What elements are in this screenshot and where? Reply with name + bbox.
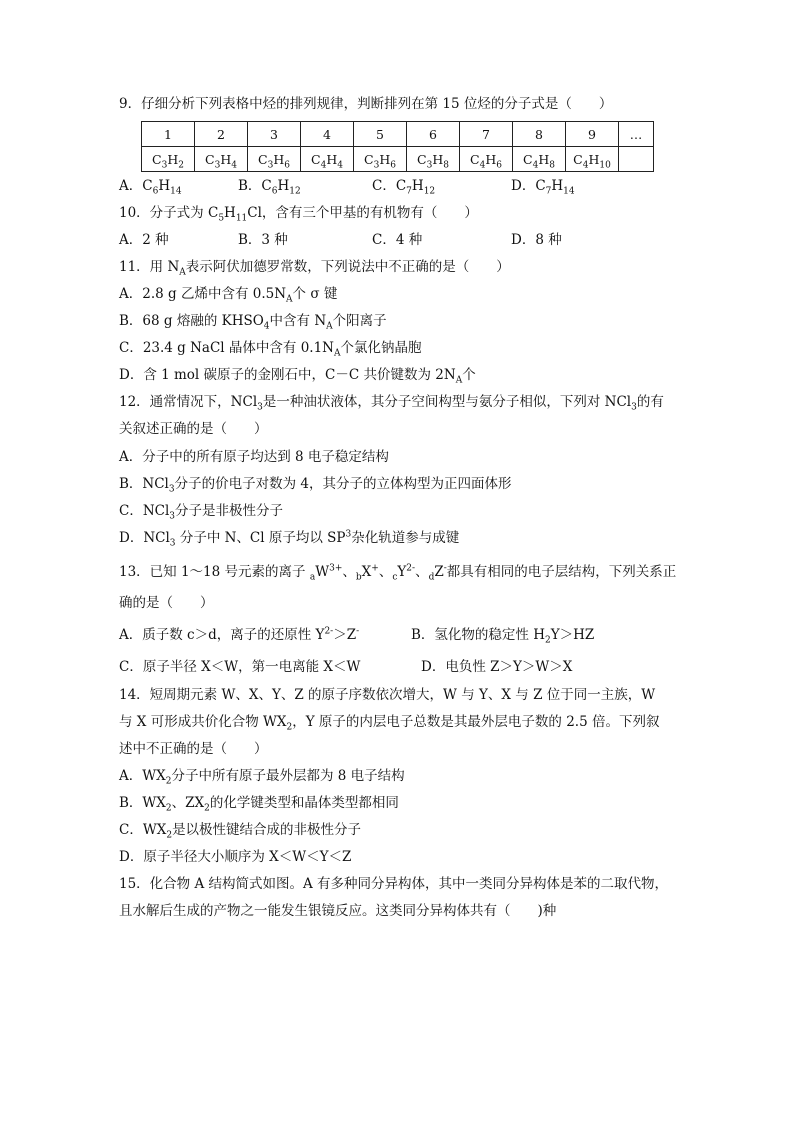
q9-option-b: B．$C_6H_{12}$ — [238, 178, 301, 197]
formula-cell: $C_4H_8$ — [513, 147, 566, 172]
formula-cell: $C_4H_6$ — [460, 147, 513, 172]
table-cell: 6 — [407, 122, 460, 147]
q15-stem-line1: 15．化合物 A 结构简式如图。A 有多种同分异构体，其中一类同分异构体是苯的二取代物， — [119, 876, 669, 892]
formula-cell: $C_3H_4$ — [195, 147, 248, 172]
table-cell: … — [619, 122, 654, 147]
table-cell: 7 — [460, 122, 513, 147]
q15-stem-line2: 且水解后生成的产物之一能发生银镜反应。这类同分异构体共有（ )种 — [119, 903, 557, 919]
q13-option-b: B．氢化物的稳定性 $H_2Y>HZ$ — [411, 627, 595, 646]
formula-cell: $C_3H_2$ — [142, 147, 195, 172]
q12-option-a: A．分子中的所有原子均达到 8 电子稳定结构 — [119, 449, 389, 465]
table-cell: 9 — [566, 122, 619, 147]
table-cell: 8 — [513, 122, 566, 147]
q12-stem-line2: 关叙述正确的是（ ） — [119, 421, 268, 437]
formula-cell: $C_3H_6$ — [354, 147, 407, 172]
q10-option-c: C．4 种 — [372, 232, 423, 248]
q9-option-a: A．$C_6H_{14}$ — [119, 178, 182, 197]
q10-option-b: B．3 种 — [238, 232, 288, 248]
q10-option-d: D．8 种 — [511, 232, 562, 248]
hydrocarbon-sequence-table — [141, 121, 654, 172]
q9-stem: 9．仔细分析下列表格中烃的排列规律，判断排列在第 15 位烃的分子式是（ ） — [119, 96, 613, 112]
formula-cell — [619, 147, 654, 172]
q14-option-b: B．$WX_2$、$ZX_2$的化学键类型和晶体类型都相同 — [119, 795, 399, 814]
q13-stem-line1: 13．已知 1～18 号元素的离子 $_aW^{3+}$、$_b$X+、$_cY^{2-}$、$_d$Z-都具有相同的电子层结构，下列关系正 — [119, 563, 677, 583]
q12-option-d: D．NCl$_3$ 分子中 N、Cl 原子均以 $SP^3$杂化轨道参与成键 — [119, 529, 460, 549]
q9-option-d: D．$C_7H_{14}$ — [511, 178, 575, 197]
formula-cell: $C_4H_4$ — [301, 147, 354, 172]
q12-option-c: C．NCl$_3$分子是非极性分子 — [119, 503, 284, 522]
q9-option-c: C．$C_7H_{12}$ — [372, 178, 436, 197]
q10-option-a: A．2 种 — [119, 232, 169, 248]
q11-stem: 11．用 $N_A$表示阿伏加德罗常数，下列说法中不正确的是（ ） — [119, 259, 510, 278]
formula-cell: $C_4H_{10}$ — [566, 147, 619, 172]
q10-stem: 10．分子式为 $C_5H_{11}Cl$，含有三个甲基的有机物有（ ） — [119, 205, 478, 224]
table-cell: 2 — [195, 122, 248, 147]
q14-option-c: C．$WX_2$是以极性键结合成的非极性分子 — [119, 822, 362, 841]
q13-option-c: C．原子半径 X＜W，第一电离能 X＜W — [119, 659, 361, 675]
table-cell: 4 — [301, 122, 354, 147]
q13-option-a: A．质子数 c＞d，离子的还原性 $Y^{2-}>Z^-$ — [119, 626, 360, 643]
q11-option-c: C．23.4 g NaCl 晶体中含有 $0.1N_A$个氯化钠晶胞 — [119, 340, 422, 359]
q13-option-d: D．电负性 Z＞Y＞W＞X — [421, 659, 573, 675]
q12-stem-line1: 12．通常情况下，NCl$_3$是一种油状液体，其分子空间构型与氨分子相似，下列对 NCl$_3$的有 — [119, 394, 664, 413]
formula-cell: $C_3H_8$ — [407, 147, 460, 172]
table-cell: 3 — [248, 122, 301, 147]
formula-cell: $C_3H_6$ — [248, 147, 301, 172]
table-cell: 1 — [142, 122, 195, 147]
q14-option-d: D．原子半径大小顺序为 X＜W＜Y＜Z — [119, 849, 352, 865]
table-row-numbers — [142, 122, 654, 147]
q11-option-a: A．2.8 g 乙烯中含有 $0.5N_A$个 σ 键 — [119, 286, 338, 305]
table-row-formulas — [142, 147, 654, 172]
q14-option-a: A．$WX_2$分子中所有原子最外层都为 8 电子结构 — [119, 768, 405, 787]
q14-stem-line2: 与 X 可形成共价化合物 $WX_2$，Y 原子的内层电子总数是其最外层电子数的 2.5 倍。下列叙 — [119, 714, 660, 733]
q11-option-d: D．含 1 mol 碳原子的金刚石中，C－C 共价键数为 $2N_A$个 — [119, 367, 476, 386]
q12-option-b: B．NCl$_3$分子的价电子对数为 4，其分子的立体构型为正四面体形 — [119, 476, 512, 495]
table-cell: 5 — [354, 122, 407, 147]
q11-option-b: B．68 g 熔融的 $KHSO_4$中含有 $N_A$个阳离子 — [119, 313, 387, 332]
q14-stem-line1: 14．短周期元素 W、X、Y、Z 的原子序数依次增大，W 与 Y、X 与 Z 位于同一主族，W — [119, 687, 656, 703]
q13-stem-line2: 确的是（ ） — [119, 595, 214, 611]
q14-stem-line3: 述中不正确的是（ ） — [119, 741, 268, 757]
